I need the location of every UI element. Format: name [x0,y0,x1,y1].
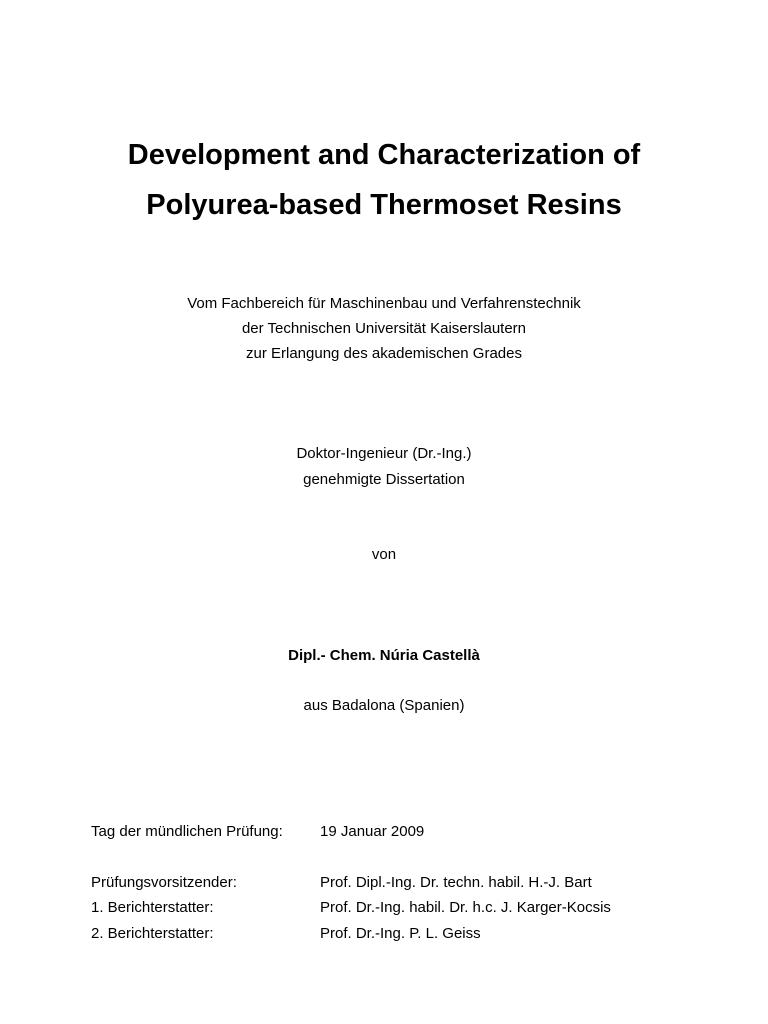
committee-member-chair: Prof. Dipl.-Ing. Dr. techn. habil. H.-J. Bart [320,874,592,891]
thesis-title-line-2: Polyurea-based Thermoset Resins [146,189,622,221]
thesis-title-line-1: Development and Characterization of [127,139,641,171]
institution-line-3: zur Erlangung des akademischen Grades [246,345,522,362]
institution-line-2: der Technischen Universität Kaiserslautern [241,320,527,337]
degree-line-2: genehmigte Dissertation [303,471,465,488]
exam-date-value: 19 Januar 2009 [320,823,425,840]
author-origin: aus Badalona (Spanien) [303,697,465,714]
committee-role-reviewer-2: 2. Berichterstatter: [91,925,214,942]
committee-role-reviewer-1: 1. Berichterstatter: [91,899,214,916]
committee-role-chair: Prüfungsvorsitzender: [91,874,237,891]
author-name: Dipl.- Chem. Núria Castellà [288,647,480,664]
by-label: von [371,546,397,563]
exam-date-label: Tag der mündlichen Prüfung: [91,823,283,840]
institution-line-1: Vom Fachbereich für Maschinenbau und Verfahrenstechnik [187,295,581,312]
committee-member-reviewer-1: Prof. Dr.-Ing. habil. Dr. h.c. J. Karger-Kocsis [320,899,611,916]
degree-line-1: Doktor-Ingenieur (Dr.-Ing.) [296,445,472,462]
committee-member-reviewer-2: Prof. Dr.-Ing. P. L. Geiss [320,925,481,942]
